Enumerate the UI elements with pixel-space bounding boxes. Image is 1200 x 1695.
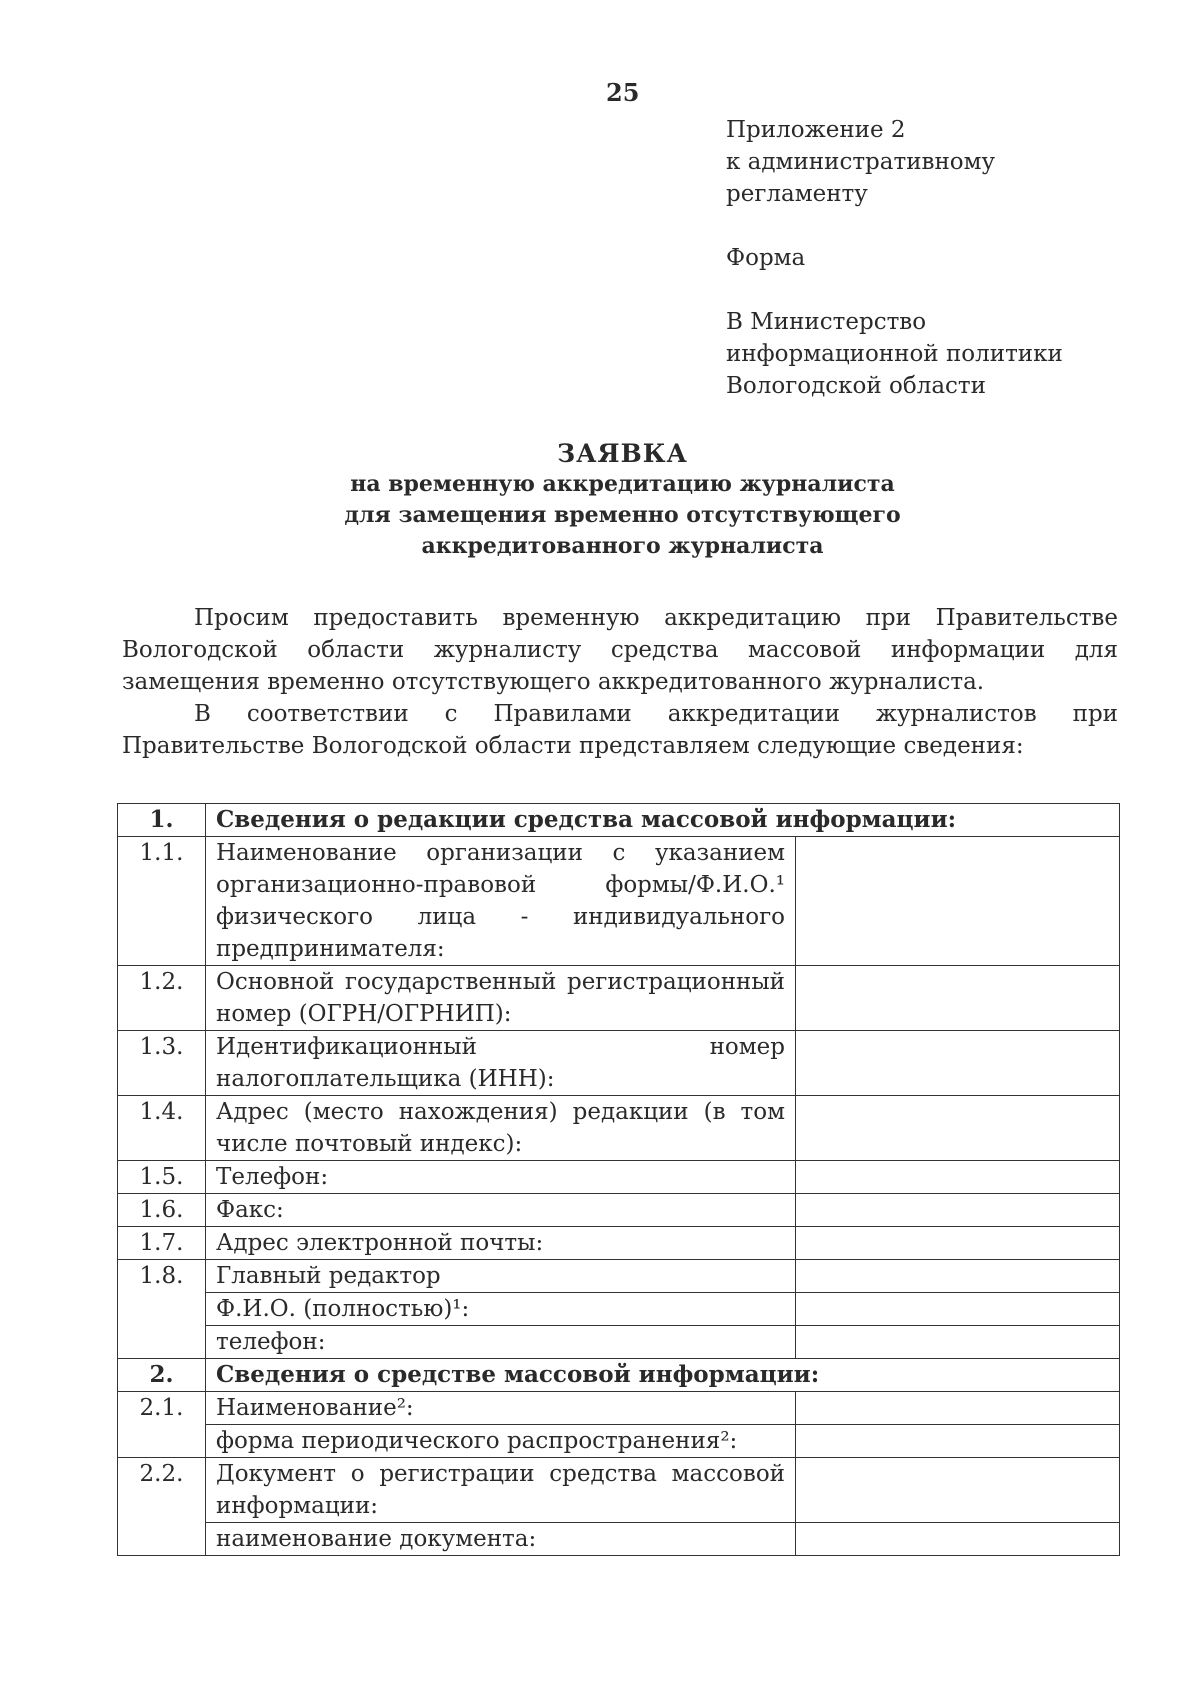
row-label: Наименование²: [206, 1392, 796, 1425]
table-row [118, 1326, 1120, 1359]
row-label: Документ о регистрации средства массовой информации: [206, 1458, 796, 1523]
row-number: 2.2. [118, 1458, 206, 1556]
row-label: Идентификационный номер налогоплательщика (ИНН): [206, 1031, 796, 1096]
form-label: Форма [726, 245, 806, 271]
appendix-line: регламенту [726, 181, 868, 207]
application-form-table [117, 803, 1120, 1556]
row-number: 1.2. [118, 966, 206, 1031]
value-field[interactable] [796, 966, 1120, 1031]
section-title: Сведения о средстве массовой информации: [206, 1359, 1120, 1392]
row-number: 1.7. [118, 1227, 206, 1260]
paragraph: Просим предоставить временную аккредитацию при Правительстве Вологодской области журналисту средства массовой информации для замещения временно отсутствующего аккредитованного журналиста. [122, 605, 1118, 695]
appendix-line: Приложение 2 [726, 117, 906, 143]
header-block [726, 114, 1063, 402]
value-field[interactable] [796, 1458, 1120, 1523]
paragraph: В соответствии с Правилами аккредитации журналистов при Правительстве Вологодской области представляем следующие сведения: [122, 701, 1118, 759]
table-row [118, 1392, 1120, 1425]
row-label: Адрес (место нахождения) редакции (в том числе почтовый индекс): [206, 1096, 796, 1161]
value-field[interactable] [796, 1425, 1120, 1458]
value-field[interactable] [796, 1392, 1120, 1425]
value-field[interactable] [796, 837, 1120, 966]
row-number: 1.1. [118, 837, 206, 966]
appendix-line: к административному [726, 149, 996, 175]
row-number: 2. [118, 1359, 206, 1392]
value-field[interactable] [796, 1326, 1120, 1359]
value-field[interactable] [796, 1523, 1120, 1556]
section-row [118, 804, 1120, 837]
row-label: форма периодического распространения²: [206, 1425, 796, 1458]
value-field[interactable] [796, 1161, 1120, 1194]
addressee-line: информационной политики [726, 341, 1063, 367]
addressee-line: В Министерство [726, 309, 927, 335]
row-label: Телефон: [206, 1161, 796, 1194]
row-number: 1.8. [118, 1260, 206, 1359]
body-text [122, 602, 1118, 762]
row-number: 1.6. [118, 1194, 206, 1227]
title-subline: аккредитованного журналиста [421, 533, 824, 559]
row-number: 1. [118, 804, 206, 837]
row-label: Адрес электронной почты: [206, 1227, 796, 1260]
table-row [118, 1031, 1120, 1096]
table-row [118, 966, 1120, 1031]
value-field[interactable] [796, 1293, 1120, 1326]
table-row [118, 1293, 1120, 1326]
table-row [118, 1260, 1120, 1293]
title-subline: для замещения временно отсутствующего [344, 502, 901, 528]
value-field[interactable] [796, 1260, 1120, 1293]
row-number: 1.4. [118, 1096, 206, 1161]
value-field[interactable] [796, 1031, 1120, 1096]
row-label: Главный редактор [206, 1260, 796, 1293]
page-number: 25 [606, 78, 640, 107]
section-title: Сведения о редакции средства массовой информации: [206, 804, 1120, 837]
row-label: Основной государственный регистрационный номер (ОГРН/ОГРНИП): [206, 966, 796, 1031]
value-field[interactable] [796, 1227, 1120, 1260]
table-row [118, 1227, 1120, 1260]
table-row [118, 1458, 1120, 1523]
document-title [0, 438, 1200, 562]
table-row [118, 1425, 1120, 1458]
table-row [118, 1194, 1120, 1227]
row-label: Факс: [206, 1194, 796, 1227]
table-row [118, 1161, 1120, 1194]
row-label: наименование документа: [206, 1523, 796, 1556]
row-label: Ф.И.О. (полностью)¹: [206, 1293, 796, 1326]
addressee-line: Вологодской области [726, 373, 986, 399]
table-row [118, 1523, 1120, 1556]
row-number: 1.5. [118, 1161, 206, 1194]
value-field[interactable] [796, 1096, 1120, 1161]
title-subline: на временную аккредитацию журналиста [350, 471, 895, 497]
row-label: Наименование организации с указанием организационно-правовой формы/Ф.И.О.¹ физического лица - индивидуального предпринимателя: [206, 837, 796, 966]
value-field[interactable] [796, 1194, 1120, 1227]
section-row [118, 1359, 1120, 1392]
row-label: телефон: [206, 1326, 796, 1359]
table-row [118, 837, 1120, 966]
title-main: ЗАЯВКА [557, 439, 688, 468]
row-number: 2.1. [118, 1392, 206, 1458]
table-row [118, 1096, 1120, 1161]
row-number: 1.3. [118, 1031, 206, 1096]
